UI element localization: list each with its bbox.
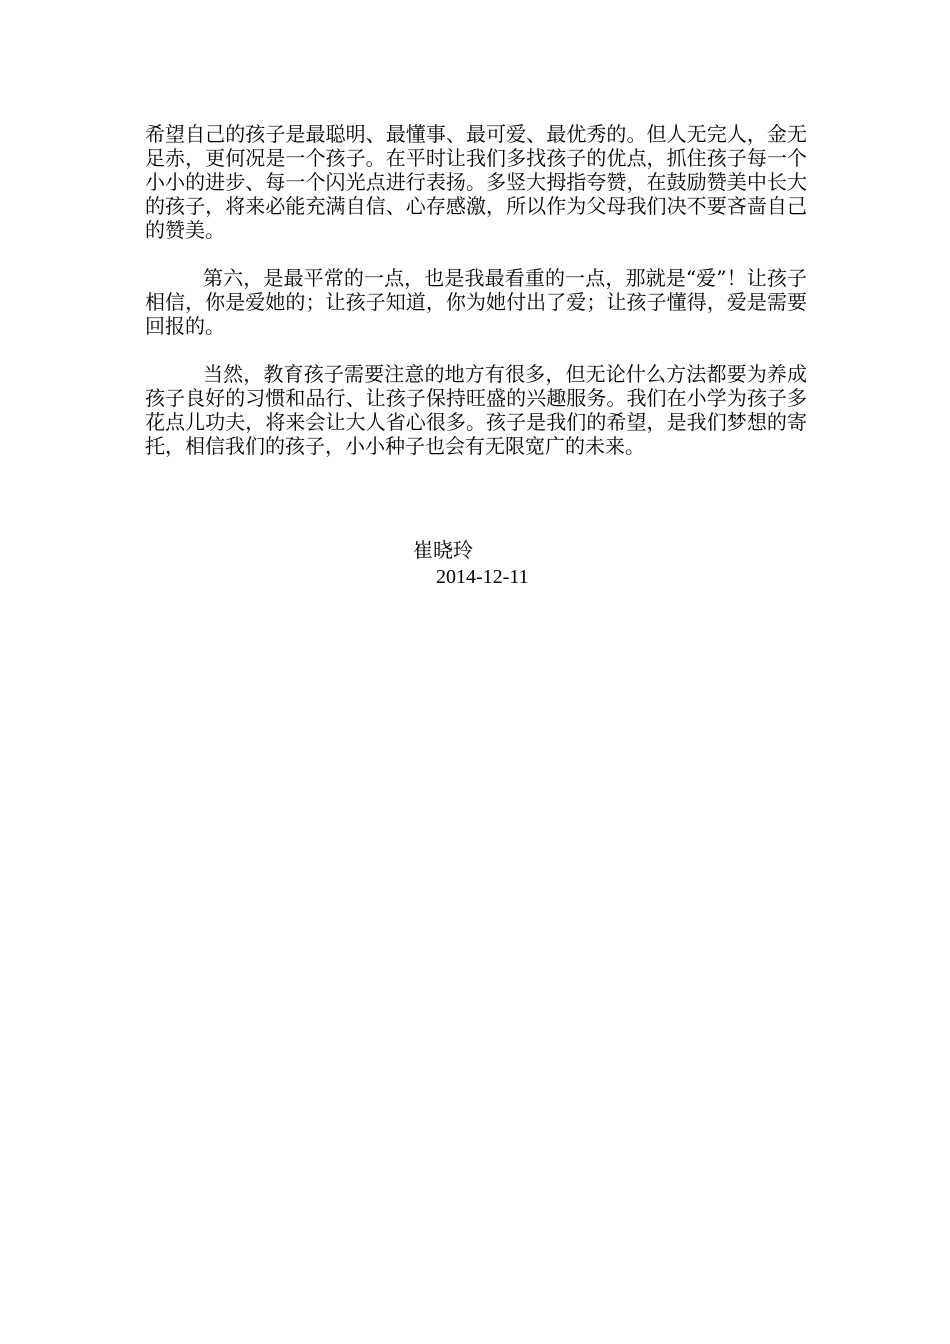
document-date: 2014-12-11 <box>436 566 529 588</box>
author-signature: 崔晓玲 <box>413 538 473 562</box>
document-body <box>145 122 807 458</box>
paragraph-conclusion: 当然，教育孩子需要注意的地方有很多，但无论什么方法都要为养成孩子良好的习惯和品行、让孩子保持旺盛的兴趣服务。我们在小学为孩子多花点儿功夫，将来会让大人省心很多。孩子是我们的希望，是我们梦想的寄托，相信我们的孩子，小小种子也会有无限宽广的未来。 <box>145 362 807 458</box>
paragraph-love: 第六，是最平常的一点，也是我最看重的一点，那就是“爱”！让孩子相信，你是爱她的；让孩子知道，你为她付出了爱；让孩子懂得，爱是需要回报的。 <box>145 266 807 338</box>
paragraph-praise: 希望自己的孩子是最聪明、最懂事、最可爱、最优秀的。但人无完人，金无足赤，更何况是一个孩子。在平时让我们多找孩子的优点，抓住孩子每一个小小的进步、每一个闪光点进行表扬。多竖大拇指夸赞，在鼓励赞美中长大的孩子，将来必能充满自信、心存感激，所以作为父母我们决不要吝啬自己的赞美。 <box>145 122 807 242</box>
